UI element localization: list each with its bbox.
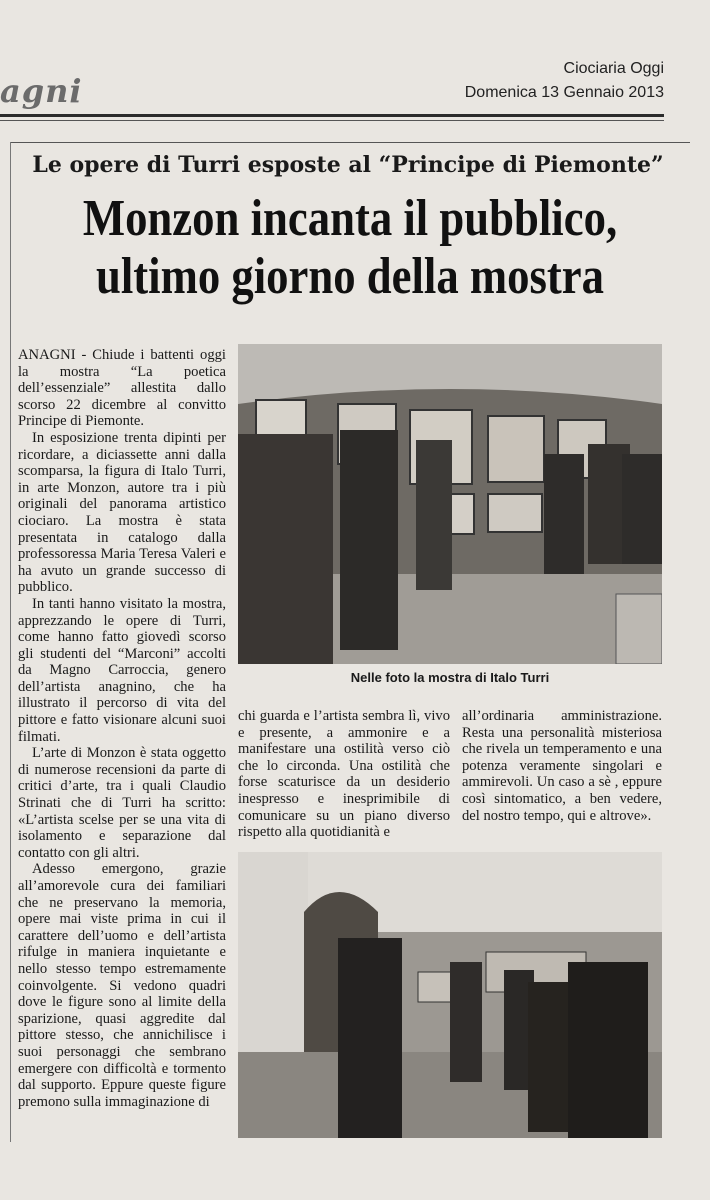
headline-line-2: ultimo giorno della mostra — [95, 248, 605, 305]
photo-caption: Nelle foto la mostra di Italo Turri — [350, 670, 550, 685]
article-column-2 — [238, 708, 450, 841]
paragraph: Adesso emergono, grazie all’amorevole cura dei familiari che ne preservano la memoria, opere mai viste prima in cui il carattere dell’uomo e dell’artista rifulge in maniera inquietante e nello stesso tempo estremamente coinvolgente. Si vedono quadri dove le figure sono al limite della sparizione, quasi aggredite dal pittore stesso, che annichilisce i suoi personaggi che sembrano emergere con difficoltà e tormento dal supporto. Eppure queste figure premono sulla immaginazione di — [18, 861, 226, 1110]
article-column-3 — [462, 708, 662, 824]
exhibition-photo-1 — [238, 344, 662, 664]
paragraph: ANAGNI - Chiude i battenti oggi la mostra “La poetica dell’essenziale” allestita dallo scorso 22 dicembre al convitto Principe di Piemonte. — [18, 347, 226, 430]
article-top-rule — [10, 142, 690, 143]
paragraph: L’arte di Monzon è stata oggetto di numerose recensioni da parte di critici d’arte, tra i quali Claudio Strinati che di Turri ha scritto: «L’artista scelse per se una vita di isolamento e separazione dal contatto con gli altri. — [18, 745, 226, 861]
header-rule-thin — [0, 120, 664, 121]
newspaper-name: Ciociaria Oggi — [563, 60, 664, 77]
article-column-1 — [18, 347, 226, 1147]
paragraph: In tanti hanno visitato la mostra, apprezzando le opere di Turri, come hanno fatto giovedì scorso gli studenti del “Marconi” accolti da Magno Carroccia, genero dell’artista anagnino, che ha illustrato il percorso di vita del pittore e fatto visionare alcuni suoi filmati. — [18, 595, 226, 745]
section-tag: agni — [0, 72, 83, 110]
article-left-rule — [10, 142, 11, 1142]
paragraph: all’ordinaria amministrazione. Resta una personalità misteriosa che rivela un temperamento e una potenza veramente singolari e ammirevoli. Un caso a sè , eppure così sintomatico, a ben vedere, del nostro tempo, qui e altrove». — [462, 708, 662, 824]
header-rule — [0, 114, 664, 117]
paragraph: chi guarda e l’artista sembra lì, vivo e presente, a ammonire e a manifestare una ostilità verso ciò che lo circonda. Una ostilità che forse scaturisce da un desiderio inespresso e inesprimibile di comunicare su un piano diverso rispetto alla quotidianità e — [238, 708, 450, 841]
headline-line-1: Monzon incanta il pubblico, — [82, 190, 618, 247]
paragraph: In esposizione trenta dipinti per ricordare, a diciassette anni dalla scomparsa, la figura di Italo Turri, in arte Monzon, autore tra i più originali del panorama artistico ciociaro. La mostra è stata presentata in catalogo dalla professoressa Maria Teresa Valeri e ha avuto un grande successo di pubblico. — [18, 429, 226, 596]
article-kicker: Le opere di Turri esposte al “Principe di Piemonte” — [32, 152, 664, 178]
issue-date: Domenica 13 Gennaio 2013 — [464, 84, 664, 101]
article-headline — [61, 190, 639, 306]
exhibition-photo-2 — [238, 852, 662, 1138]
